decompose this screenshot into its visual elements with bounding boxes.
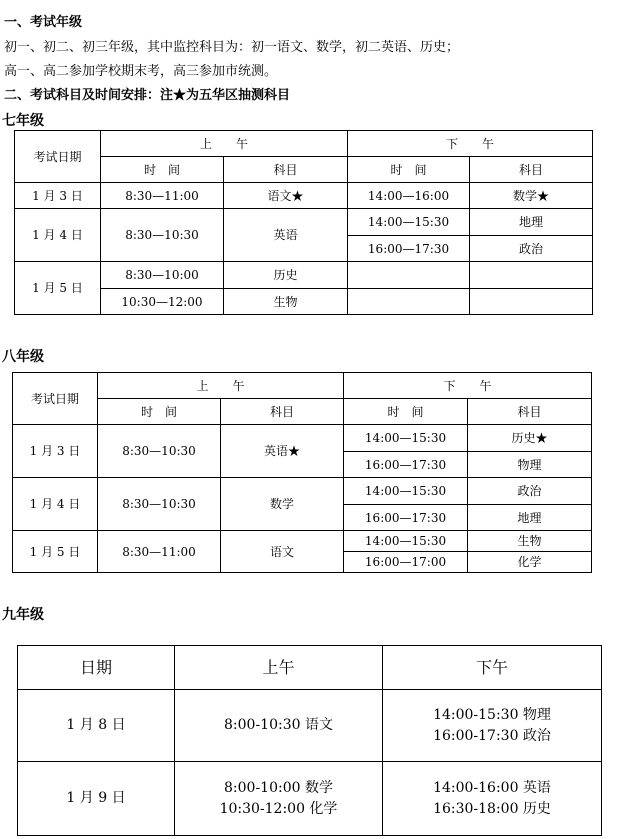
time-cell: 8:30—10:30 — [98, 425, 221, 478]
subject-cell: 政治 — [470, 236, 593, 262]
time-cell: 8:30—10:30 — [98, 478, 221, 531]
subject-cell: 历史★ — [468, 425, 592, 452]
time-cell: 14:00—16:00 — [348, 183, 470, 209]
subject-cell: 物理 — [468, 452, 592, 478]
time-cell: 14:00—15:30 — [344, 425, 468, 452]
subject-cell: 地理 — [470, 209, 593, 236]
am-cell — [175, 762, 383, 836]
pm-session: 16:30-18:00 历史 — [433, 800, 551, 817]
header-pm-subject: 科目 — [468, 399, 592, 425]
header-afternoon: 下午 — [383, 646, 602, 690]
header-date: 日期 — [18, 646, 175, 690]
pm-cell — [383, 762, 602, 836]
header-exam-date: 考试日期 — [15, 131, 101, 183]
table-row — [18, 690, 602, 762]
table-row — [13, 425, 592, 452]
subject-cell: 英语 — [224, 209, 348, 262]
time-cell: 8:30—10:30 — [101, 209, 224, 262]
time-cell: 14:00—15:30 — [344, 478, 468, 505]
subject-cell: 生物 — [224, 289, 348, 315]
table-row — [18, 762, 602, 836]
table-row — [15, 289, 593, 315]
empty-cell — [470, 289, 593, 315]
subject-cell: 生物 — [468, 531, 592, 552]
date-cell: 1 月 4 日 — [13, 478, 98, 531]
grade9-schedule-table — [17, 645, 602, 836]
date-cell: 1 月 8 日 — [18, 690, 175, 762]
date-cell: 1 月 5 日 — [13, 531, 98, 573]
intro-line-1: 初一、初二、初三年级，其中监控科目为：初一语文、数学，初二英语、历史； — [4, 40, 460, 55]
empty-cell — [348, 289, 470, 315]
heading-exam-grades: 一、考试年级 — [4, 15, 83, 30]
pm-session: 14:00-15:30 物理 — [433, 706, 551, 723]
header-morning: 上午 — [175, 646, 383, 690]
pm-session: 14:00-16:00 英语 — [433, 779, 551, 796]
grade7-title: 七年级 — [2, 113, 44, 129]
am-session: 8:00-10:00 数学 — [224, 779, 333, 796]
time-cell: 16:00—17:30 — [344, 452, 468, 478]
grade8-title: 八年级 — [2, 349, 44, 365]
time-cell: 8:30—10:00 — [101, 262, 224, 289]
date-cell: 1 月 5 日 — [15, 262, 101, 315]
header-am-subject: 科目 — [224, 157, 348, 183]
subject-cell: 政治 — [468, 478, 592, 505]
subject-cell: 英语★ — [221, 425, 344, 478]
heading-schedule: 二、考试科目及时间安排：注★为五华区抽测科目 — [4, 88, 291, 103]
grade9-title: 九年级 — [2, 607, 44, 623]
pm-cell — [383, 690, 602, 762]
empty-cell — [470, 262, 593, 289]
intro-line-2: 高一、高二参加学校期末考，高三参加市统测。 — [4, 64, 278, 79]
header-afternoon: 下 午 — [344, 373, 592, 399]
header-pm-time: 时 间 — [348, 157, 470, 183]
time-cell: 16:00—17:30 — [344, 505, 468, 531]
header-afternoon: 下 午 — [348, 131, 593, 157]
header-pm-subject: 科目 — [470, 157, 593, 183]
time-cell: 10:30—12:00 — [101, 289, 224, 315]
header-am-time: 时 间 — [101, 157, 224, 183]
subject-cell: 语文★ — [224, 183, 348, 209]
header-exam-date: 考试日期 — [13, 373, 98, 425]
header-morning: 上 午 — [98, 373, 344, 399]
empty-cell — [348, 262, 470, 289]
table-row — [13, 531, 592, 552]
pm-session: 16:00-17:30 政治 — [433, 727, 551, 744]
date-cell: 1 月 3 日 — [13, 425, 98, 478]
subject-cell: 地理 — [468, 505, 592, 531]
grade7-schedule-table — [14, 130, 593, 315]
time-cell: 8:30—11:00 — [101, 183, 224, 209]
table-row — [15, 209, 593, 236]
table-row — [15, 183, 593, 209]
subject-cell: 化学 — [468, 552, 592, 573]
am-session: 10:30-12:00 化学 — [219, 800, 338, 817]
grade8-schedule-table — [12, 372, 592, 573]
date-cell: 1 月 4 日 — [15, 209, 101, 262]
time-cell: 14:00—15:30 — [344, 531, 468, 552]
header-pm-time: 时 间 — [344, 399, 468, 425]
table-row — [15, 262, 593, 289]
time-cell: 16:00—17:00 — [344, 552, 468, 573]
header-am-subject: 科目 — [221, 399, 344, 425]
am-cell — [175, 690, 383, 762]
date-cell: 1 月 9 日 — [18, 762, 175, 836]
header-morning: 上 午 — [101, 131, 348, 157]
header-am-time: 时 间 — [98, 399, 221, 425]
am-session: 8:00-10:30 语文 — [224, 717, 333, 733]
subject-cell: 语文 — [221, 531, 344, 573]
time-cell: 16:00—17:30 — [348, 236, 470, 262]
table-row — [13, 478, 592, 505]
date-cell: 1 月 3 日 — [15, 183, 101, 209]
subject-cell: 数学 — [221, 478, 344, 531]
time-cell: 14:00—15:30 — [348, 209, 470, 236]
time-cell: 8:30—11:00 — [98, 531, 221, 573]
subject-cell: 历史 — [224, 262, 348, 289]
subject-cell: 数学★ — [470, 183, 593, 209]
